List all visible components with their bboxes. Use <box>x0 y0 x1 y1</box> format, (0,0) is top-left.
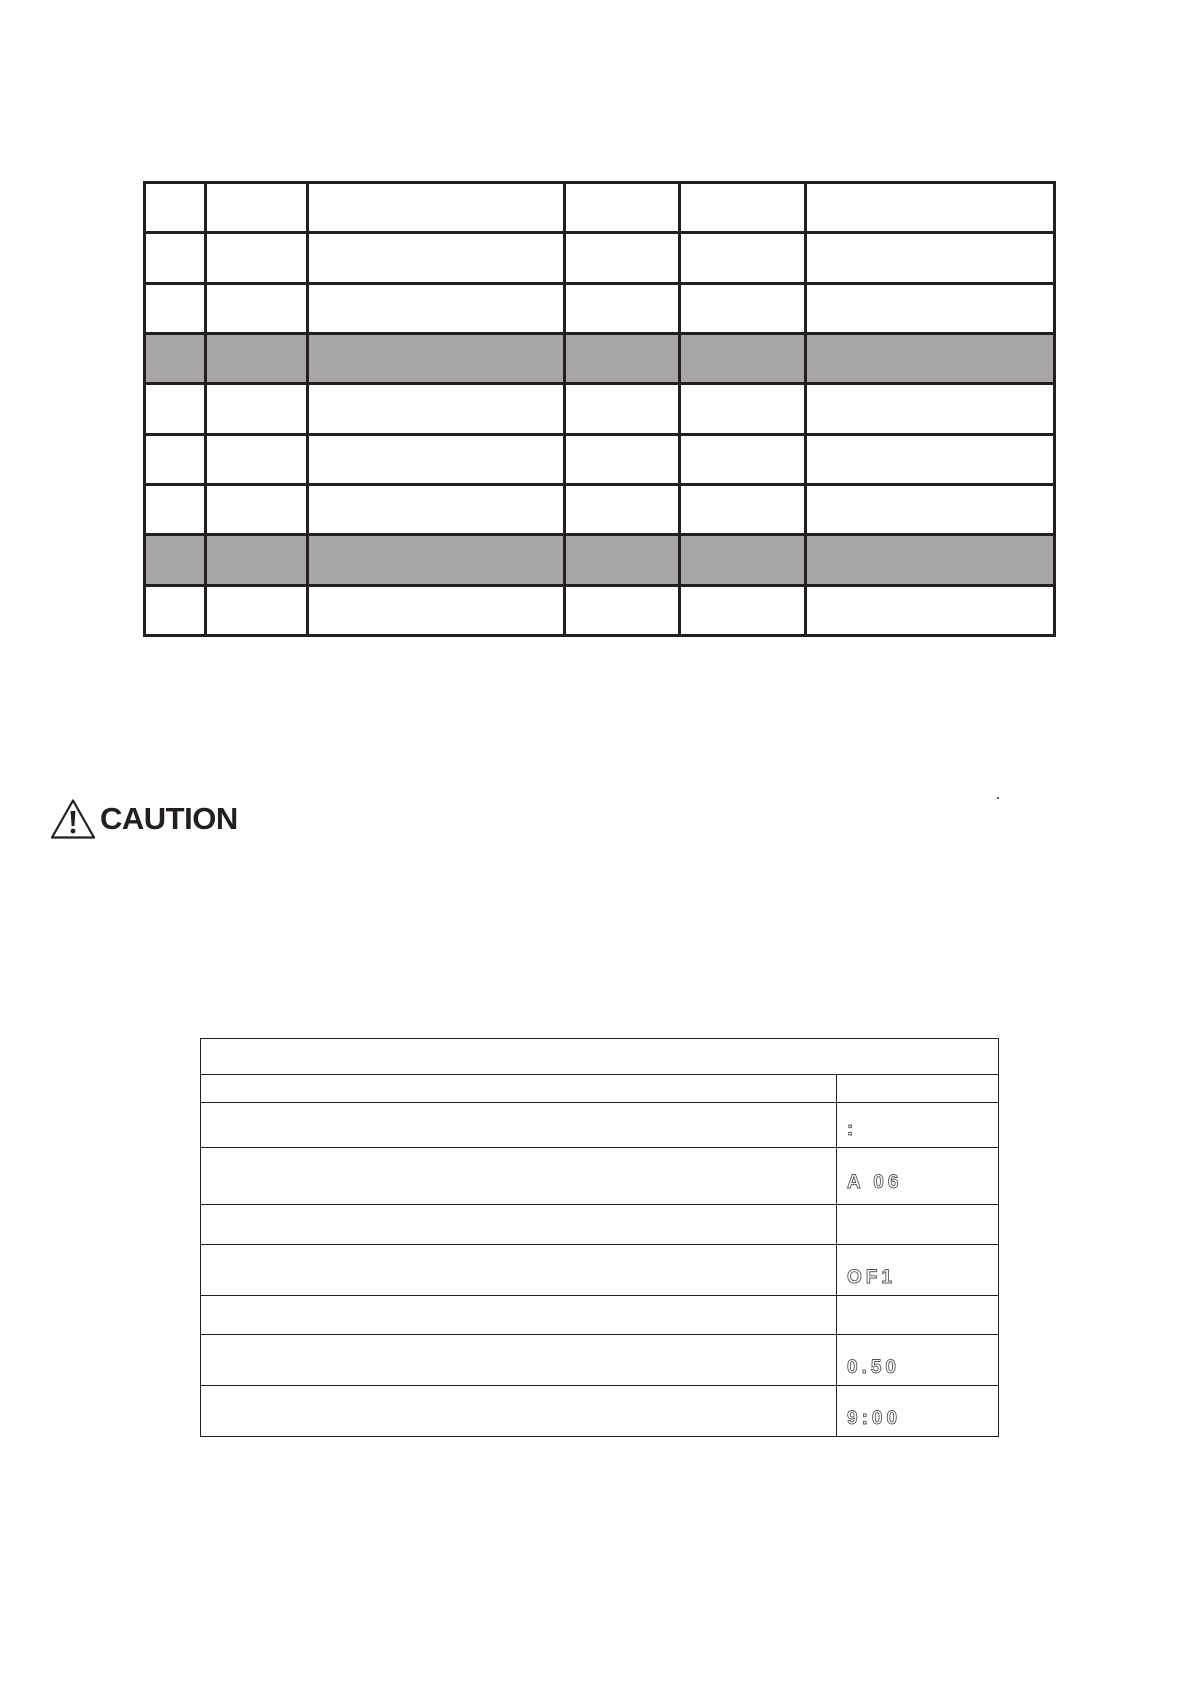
table-cell <box>680 233 806 283</box>
table-cell <box>308 535 565 585</box>
setting-label-cell <box>201 1296 837 1335</box>
table-row <box>145 434 1055 484</box>
table-cell <box>806 484 1055 534</box>
table-cell <box>206 283 308 333</box>
table-cell <box>565 333 680 383</box>
table-row <box>145 183 1055 233</box>
settings-table-title-cell <box>201 1039 999 1075</box>
setting-value <box>837 1075 999 1103</box>
table-row <box>201 1245 999 1296</box>
table-cell <box>308 585 565 635</box>
table-cell <box>565 183 680 233</box>
table-cell <box>806 283 1055 333</box>
table-cell <box>145 283 206 333</box>
table-row-shaded <box>145 535 1055 585</box>
table-cell <box>308 283 565 333</box>
settings-table-header <box>201 1039 999 1075</box>
setting-value: A 06 <box>837 1148 999 1205</box>
table-cell <box>680 585 806 635</box>
setting-value: OF1 <box>837 1245 999 1296</box>
table-cell <box>206 183 308 233</box>
table-cell <box>806 384 1055 434</box>
table-cell <box>206 484 308 534</box>
setting-value: 0.50 <box>837 1335 999 1386</box>
table-row-shaded <box>145 333 1055 383</box>
table-cell <box>206 233 308 283</box>
table-cell <box>145 585 206 635</box>
table-cell <box>308 384 565 434</box>
warning-triangle-icon <box>50 798 96 840</box>
table-cell <box>806 585 1055 635</box>
setting-value: : <box>837 1103 999 1148</box>
table-row <box>201 1205 999 1245</box>
table-row <box>201 1335 999 1386</box>
table-row <box>145 384 1055 434</box>
table-cell <box>308 484 565 534</box>
table-cell <box>308 183 565 233</box>
table-row <box>201 1296 999 1335</box>
table-cell <box>206 585 308 635</box>
table-cell <box>145 233 206 283</box>
table-row <box>145 484 1055 534</box>
table-cell <box>145 535 206 585</box>
setting-label-cell <box>201 1386 837 1437</box>
table-cell <box>565 434 680 484</box>
table-cell <box>565 585 680 635</box>
table-cell <box>680 183 806 233</box>
table-row <box>201 1075 999 1103</box>
settings-table <box>200 1038 999 1437</box>
table-cell <box>806 183 1055 233</box>
table-row <box>201 1148 999 1205</box>
table-cell <box>680 283 806 333</box>
table-cell <box>806 434 1055 484</box>
table-cell <box>565 484 680 534</box>
table-cell <box>680 434 806 484</box>
table-cell <box>145 333 206 383</box>
stray-dot <box>997 797 999 799</box>
table-cell <box>145 183 206 233</box>
table-cell <box>145 434 206 484</box>
setting-value <box>837 1205 999 1245</box>
table-cell <box>145 384 206 434</box>
setting-label-cell <box>201 1148 837 1205</box>
table-row <box>145 283 1055 333</box>
table-cell <box>206 384 308 434</box>
table-cell <box>308 233 565 283</box>
table-row <box>201 1103 999 1148</box>
table-cell <box>680 535 806 585</box>
table-cell <box>308 333 565 383</box>
table-cell <box>806 233 1055 283</box>
table-cell <box>680 384 806 434</box>
table-cell <box>565 535 680 585</box>
table-cell <box>806 333 1055 383</box>
setting-value: 9:00 <box>837 1386 999 1437</box>
setting-label-cell <box>201 1205 837 1245</box>
parameter-table <box>143 181 1056 637</box>
setting-label-cell <box>201 1075 837 1103</box>
table-row <box>145 233 1055 283</box>
table-cell <box>565 283 680 333</box>
setting-value <box>837 1296 999 1335</box>
table-cell <box>680 484 806 534</box>
table-cell <box>145 484 206 534</box>
setting-label-cell <box>201 1103 837 1148</box>
table-cell <box>206 434 308 484</box>
setting-label-cell <box>201 1245 837 1296</box>
table-cell <box>565 233 680 283</box>
table-cell <box>806 535 1055 585</box>
table-cell <box>206 535 308 585</box>
table-cell <box>565 384 680 434</box>
setting-label-cell <box>201 1335 837 1386</box>
table-cell <box>308 434 565 484</box>
caution-label: CAUTION <box>100 801 238 836</box>
caution-heading <box>50 795 238 843</box>
table-cell <box>680 333 806 383</box>
table-cell <box>206 333 308 383</box>
table-row <box>145 585 1055 635</box>
table-row <box>201 1386 999 1437</box>
